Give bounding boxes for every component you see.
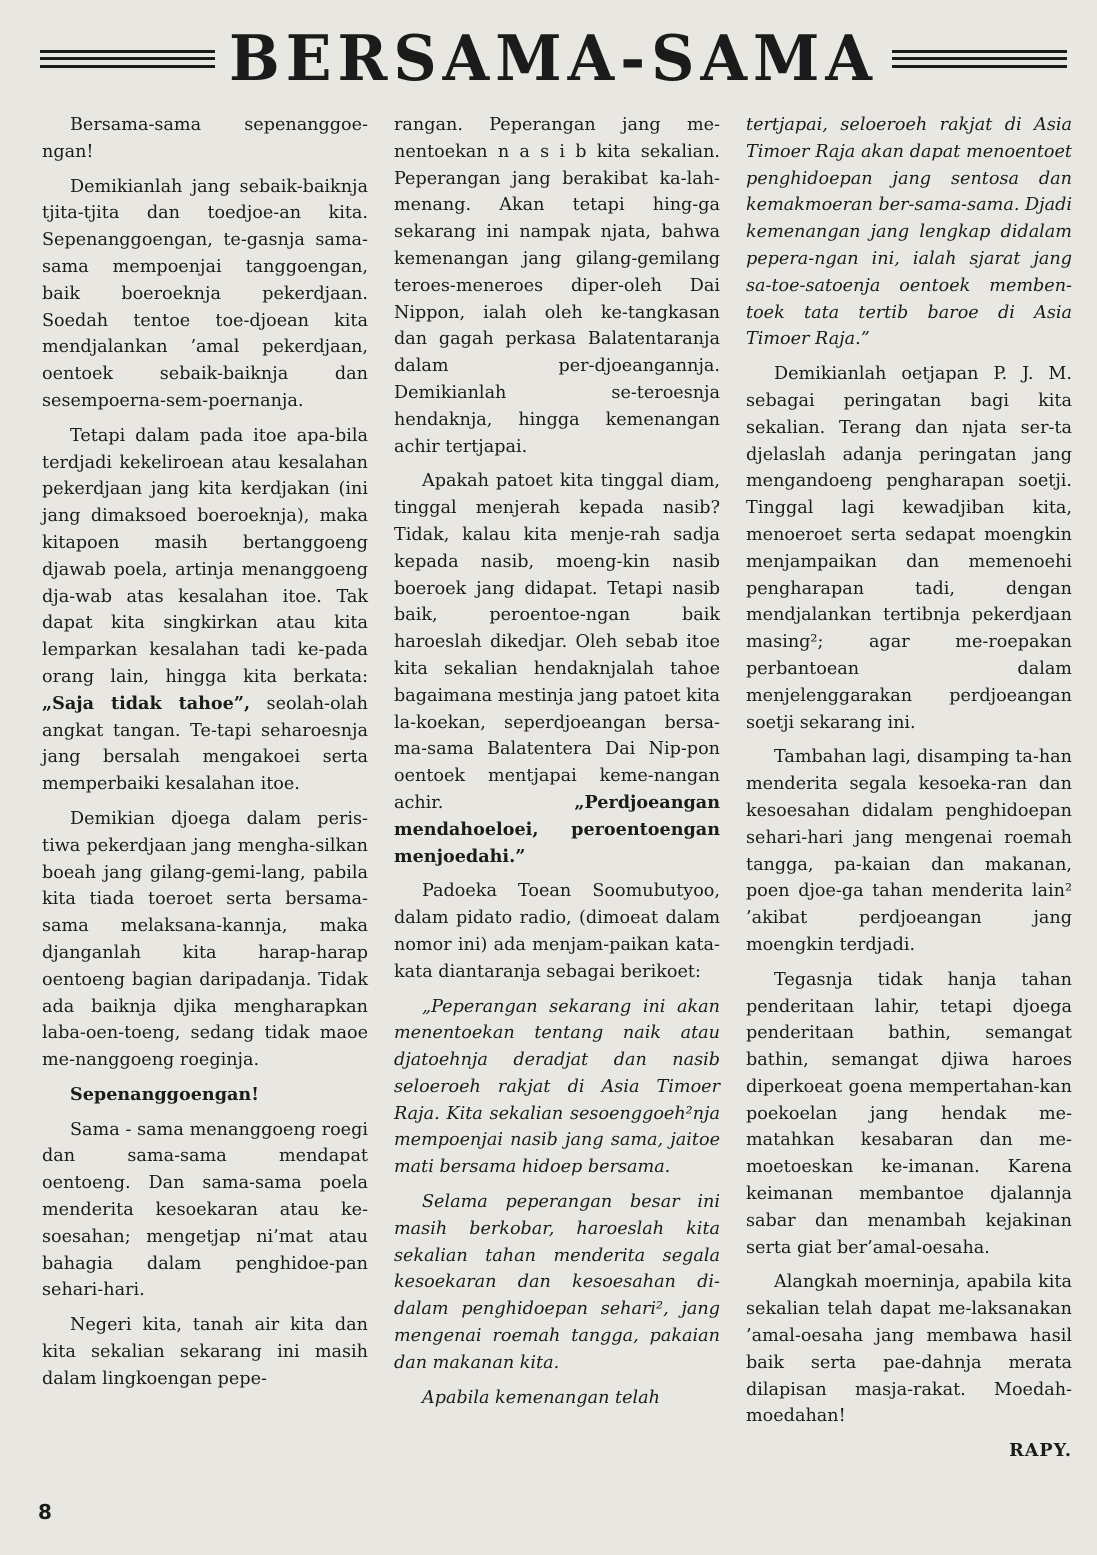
paragraph: [394, 112, 720, 460]
paragraph: Bersama-sama sepenanggoe-ngan!: [42, 115, 368, 162]
paragraph-text: Apakah patoet kita tinggal diam, tinggal menjerah kepada nasib? Tidak, kalau kita menje-rah sadja kepada nasib, moeng-kin nasib boeroek jang didapat. Tetapi nasib baik, peroentoe-ngan baik haroeslah dikedjar. Oleh sebab itoe kita sekalian hendaknjalah tahoe bagaimana mestinja jang patoet kita la-koekan, seperdjoeangan bersa-ma-sama Balatentera Dai Nip-pon oentoek mentjapai keme-nangan achir.: [394, 471, 720, 813]
column-2: [394, 112, 720, 1482]
paragraph: [42, 423, 368, 798]
paragraph: Demikian djoega dalam peris-tiwa pekerdjaan jang mengha-silkan boeah jang gilang-gemi-lang, pabila kita tiada toeroet serta bersama-sama melaksana-kannja, maka djanganlah kita harap-harap oentoeng bagian daripadanja. Tidak ada baiknja djika mengharapkan laba-oen-toeng, sedang tidak maoe me-nanggoeng roeginja.: [42, 808, 368, 1071]
article-body: [42, 112, 1072, 1482]
paragraph: Tegasnja tidak hanja tahan penderitaan lahir, tetapi djoega penderitaan bathin, semangat bathin, semangat djiwa haroes diperkoeat goena mempertahan-kan poekoelan jang hendak me-matahkan kesabaran dan me-moetoeskan ke-imanan. Karena keimanan membantoe djalannja sabar dan menambah kejakinan serta giat ber’amal-oesaha.: [746, 969, 1072, 1258]
paragraph-text: Tetapi dalam pada itoe apa-bila terdjadi kekeliroean atau kesalahan pekerdjaan jang kita kerdjakan (ini jang dimaksoed boeroeknja), maka kitapoen masih bertanggoeng djawab poela, artinja menanggoeng dja-wab atas kesalahan itoe. Tak dapat kita singkirkan atau kita lemparkan kesalahan tadi ke-pada orang lain, hingga kita berkata:: [42, 425, 368, 687]
header: [40, 22, 1067, 96]
quote-paragraph: Selama peperangan besar ini masih berkobar, haroeslah kita sekalian tahan menderita segala kesoekaran dan kesoesahan di-dalam penghidoepan sehari², jang mengenai roemah tangga, pakaian dan makanan kita.: [394, 1192, 720, 1373]
paragraph: Tambahan lagi, disamping ta-han menderita segala kesoeka-ran dan kesoesahan didalam penghidoepan sehari-hari jang mengenai roemah tangga, pa-kaian dan makanan, poen djoe-ga tahan menderita lain² ’akibat perdjoeangan jang moengkin terdjadi.: [746, 747, 1072, 955]
page-title: BERSAMA-SAMA: [229, 22, 878, 96]
paragraph: Demikianlah oetjapan P. J. M. sebagai peringatan bagi kita sekalian. Terang dan njata ser-ta djelaslah adanja peringatan jang mengandoeng pengharapan soetji. Tinggal lagi kewadjiban kita, menoeroet serta sedapat moengkin menjampaikan dan memenoehi pengharapan tadi, dengan mendjalankan tertibnja pekerdjaan masing²; agar me-roepakan perbantoean dalam menjelenggarakan perdjoeangan soetji sekarang ini.: [746, 364, 1072, 733]
paragraph: Demikianlah jang sebaik-baiknja tjita-tjita dan toedjoe-an kita. Sepenanggoengan, te-gasnja sama-sama mempoenjai tanggoengan, baik boeroeknja pekerdjaan. Soedah tentoe toe-djoean kita mendjalankan ’amal pekerdjaan, oentoek sebaik-baiknja dan sesempoerna-sem-poernanja.: [42, 176, 368, 411]
left-decorative-rule: [40, 50, 215, 68]
quote-paragraph: Apabila kemenangan telah: [422, 1387, 660, 1408]
paragraph: Padoeka Toean Soomubutyoo, dalam pidato radio, (dimoeat dalam nomor ini) ada menjam-paikan kata-kata diantaranja sebagai berikoet:: [394, 881, 720, 982]
paragraph-text: seolah-olah angkat tangan. Te-tapi seharoesnja jang bersalah mengakoei serta memperbaiki kesalahan itoe.: [42, 693, 369, 795]
quote-paragraph: tertjapai, seloeroeh rakjat di Asia Timoer Raja akan dapat menoentoet penghidoepan jang sentosa dan kemakmoeran ber-sama-sama. Djadi kemenangan jang lengkap didalam pepera-ngan ini, ialah sjarat jang sa-toe-satoenja oentoek memben-toek tata tertib baroe di Asia Timoer Raja.”: [746, 115, 1072, 350]
spaced-word: n a s i b: [497, 141, 587, 162]
paragraph: [394, 468, 720, 870]
paragraph-text: kita sekalian. Peperangan jang berakibat ka-lah-menang. Akan tetapi hing-ga sekarang ini nampak njata, bahwa kemenangan jang gilang-gemilang teroes-meneroes diper-oleh Dai Nippon, ialah oleh ke-tangkasan dan gagah perkasa Balatentaranja dalam per-djoeangannja. Demikianlah se-teroesnja hendaknja, hingga kemenangan achir tertjapai.: [394, 141, 721, 457]
paragraph-text: rangan. Peperangan jang me-nentoekan: [394, 115, 720, 162]
subheading: Sepenanggoengan!: [70, 1083, 259, 1105]
quote-paragraph: „Peperangan sekarang ini akan menentoekan tentang naik atau djatoehnja deradjat dan nasib seloeroeh rakjat di Asia Timoer Raja. Kita sekalian sesoenggoeh²nja mempoenjai nasib jang sama, jaitoe mati bersama hidoep bersama.: [394, 996, 720, 1178]
author-signature: RAPY.: [1009, 1440, 1072, 1462]
bold-slogan: „Perdjoeangan mendahoeloei, peroentoengan menjoedahi.”: [394, 791, 720, 867]
column-1: [42, 112, 368, 1482]
paragraph: Alangkah moerninja, apabila kita sekalian telah dapat me-laksanakan ’amal-oesaha jang membawa hasil baik serta pae-dahnja merata dilapisan masja-rakat. Moedah-moedahan!: [746, 1272, 1072, 1427]
paragraph: Sama - sama menanggoeng roegi dan sama-sama mendapat oentoeng. Dan sama-sama poela menderita kesoekaran atau ke-soesahan; mengetjap ni’mat atau bahagia dalam penghidoe-pan sehari-hari.: [42, 1119, 368, 1301]
column-3: [746, 112, 1072, 1482]
quoted-phrase: „Saja tidak tahoe”,: [42, 692, 251, 714]
paragraph: Negeri kita, tanah air kita dan kita sekalian sekarang ini masih dalam lingkoengan pepe-: [42, 1315, 368, 1389]
right-decorative-rule: [892, 50, 1067, 68]
page-number: 8: [38, 1500, 52, 1524]
